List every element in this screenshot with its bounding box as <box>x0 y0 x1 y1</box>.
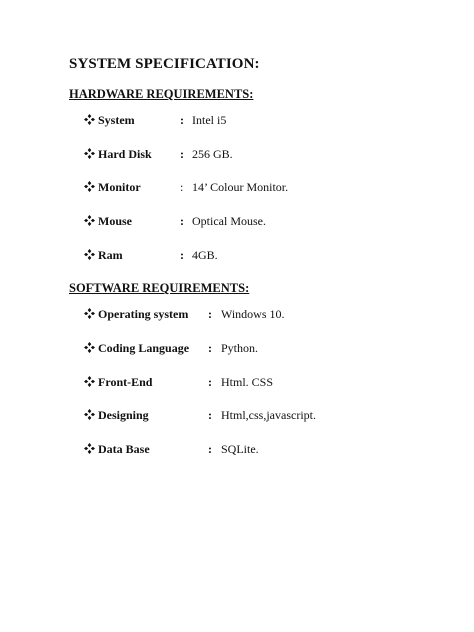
spec-label: Hard Disk <box>98 147 152 161</box>
spec-label: Operating system <box>98 307 189 321</box>
spec-label: Coding Language <box>98 341 190 355</box>
spec-separator: : <box>180 180 184 194</box>
spec-value: 256 GB. <box>192 147 233 161</box>
spec-label: Ram <box>98 248 123 262</box>
four-diamond-bullet-icon <box>84 308 95 319</box>
spec-separator: : <box>180 214 184 228</box>
spec-label: Designing <box>98 408 149 422</box>
spec-separator: : <box>208 341 212 355</box>
spec-separator: : <box>180 248 184 262</box>
four-diamond-bullet-icon <box>84 249 95 260</box>
spec-label: Mouse <box>98 214 132 228</box>
spec-value: 14’ Colour Monitor. <box>192 180 289 194</box>
spec-value: 4GB. <box>192 248 218 262</box>
hardware-heading: HARDWARE REQUIREMENTS: <box>69 87 254 101</box>
spec-value: Html,css,javascript. <box>221 408 316 422</box>
spec-label: Data Base <box>98 442 150 456</box>
four-diamond-bullet-icon <box>84 148 95 159</box>
spec-value: SQLite. <box>221 442 259 456</box>
spec-value: Intel i5 <box>192 113 227 127</box>
four-diamond-bullet-icon <box>84 181 95 192</box>
spec-value: Python. <box>221 341 259 355</box>
spec-separator: : <box>208 307 212 321</box>
four-diamond-bullet-icon <box>84 342 95 353</box>
spec-label: System <box>98 113 135 127</box>
four-diamond-bullet-icon <box>84 409 95 420</box>
four-diamond-bullet-icon <box>84 443 95 454</box>
four-diamond-bullet-icon <box>84 376 95 387</box>
spec-separator: : <box>208 375 212 389</box>
page-title: SYSTEM SPECIFICATION: <box>69 56 260 72</box>
four-diamond-bullet-icon <box>84 215 95 226</box>
spec-value: Optical Mouse. <box>192 214 266 228</box>
spec-value: Windows 10. <box>221 307 285 321</box>
spec-separator: : <box>180 147 184 161</box>
four-diamond-bullet-icon <box>84 114 95 125</box>
spec-value: Html. CSS <box>221 375 274 389</box>
software-heading: SOFTWARE REQUIREMENTS: <box>69 281 250 295</box>
spec-separator: : <box>180 113 184 127</box>
spec-label: Monitor <box>98 180 141 194</box>
spec-separator: : <box>208 442 212 456</box>
spec-label: Front-End <box>98 375 153 389</box>
spec-separator: : <box>208 408 212 422</box>
